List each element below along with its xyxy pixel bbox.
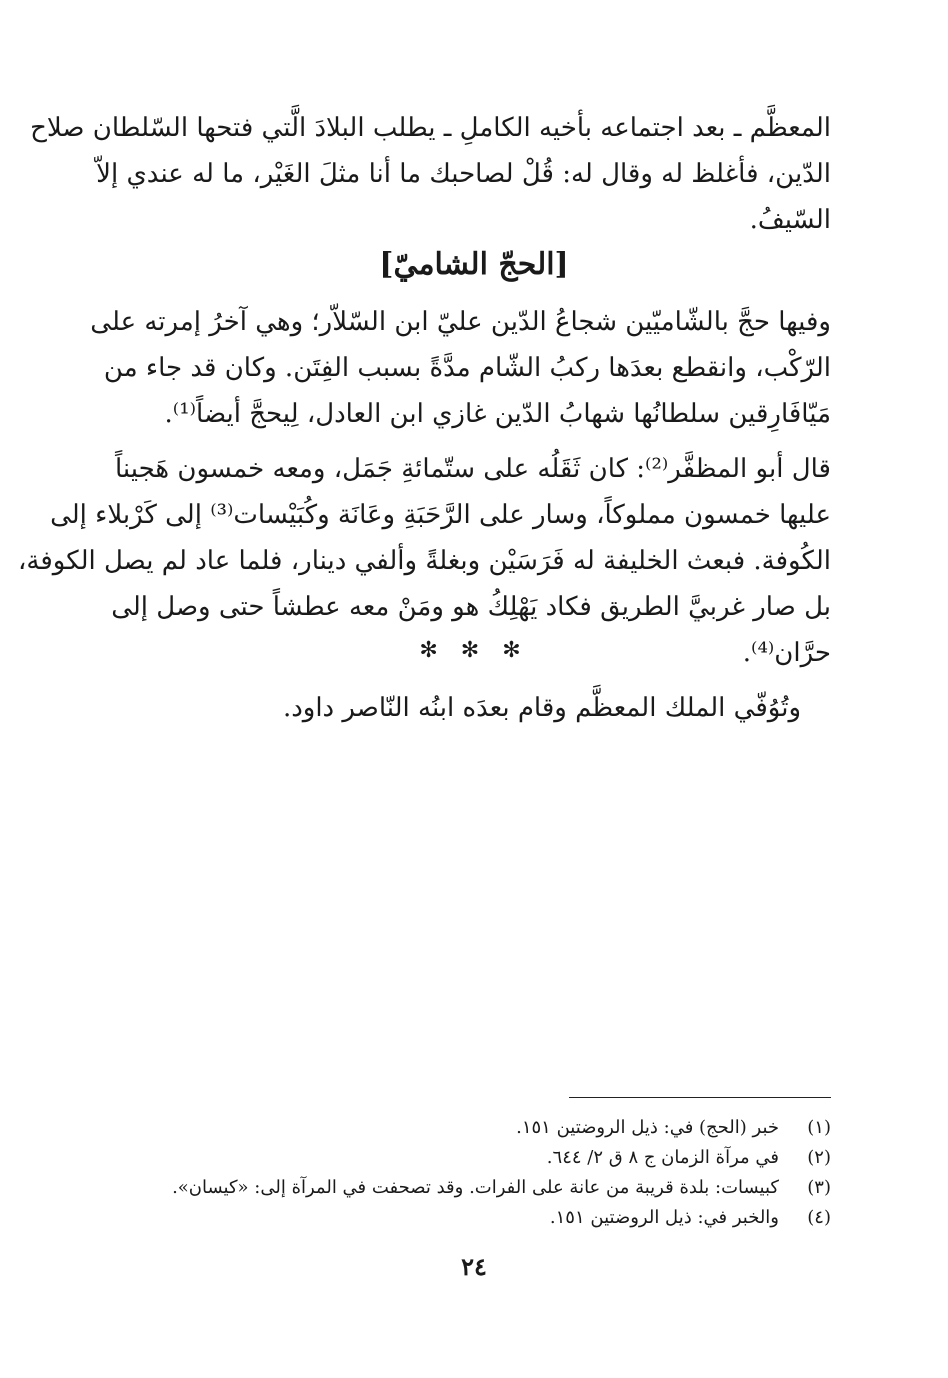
footnote-number: (٢) — [807, 1147, 831, 1168]
footnote — [115, 1203, 831, 1233]
body-line: حرَّان⁽⁴⁾. — [742, 638, 831, 668]
footnote-text: والخبر في: ذيل الروضتين ١٥١. — [549, 1207, 779, 1228]
body-line: الرّكْب، وانقطع بعدَها ركبُ الشّام مدَّةً بسبب الفِتَن. وكان قد جاء من — [103, 353, 831, 383]
asterism-separator: ✻ ✻ ✻ — [419, 638, 529, 663]
footnote-number: (٣) — [807, 1177, 831, 1198]
body-line: السّيفُ. — [749, 205, 831, 235]
body-line: قال أبو المظفَّر⁽²⁾: كان ثَقَلُه على ستّمائةِ جَمَل، ومعه خمسون هَجيناً — [115, 454, 831, 484]
body-line: وتُوُفّي الملك المعظَّم وقام بعدَه ابنُه النّاصر داود. — [282, 693, 801, 723]
body-line: عليها خمسون مملوكاً، وسار على الرَّحَبَةِ وعَانَة وكُبَيْسات⁽³⁾ إلى كَرْبلاء إلى — [50, 500, 831, 530]
body-line: وفيها حجَّ بالشّاميّين شجاعُ الدّين عليّ ابن السّلاّر؛ وهي آخرُ إمرته على — [90, 307, 831, 337]
footnote-text: خبر (الحج) في: ذيل الروضتين ١٥١. — [516, 1117, 779, 1138]
footnote-number: (٤) — [807, 1207, 831, 1228]
body-line: الكُوفة. فبعث الخليفة له فَرَسَيْن وبغلةً وألفي دينار، فلما عاد لم يصل الكوفة، — [18, 546, 831, 576]
page-number: ٢٤ — [461, 1252, 487, 1281]
footnote — [115, 1113, 831, 1143]
footnote-text: كبيسات: بلدة قريبة من عانة على الفرات. وقد تصحفت في المرآة إلى: «كيسان». — [172, 1177, 779, 1198]
body-line: المعظَّم ـ بعد اجتماعه بأخيه الكاملِ ـ يطلب البلادَ الَّتي فتحها السّلطان صلاح — [30, 113, 831, 143]
footnote-number: (١) — [807, 1117, 831, 1138]
footnote — [115, 1173, 831, 1203]
body-line: مَيّافَارِقين سلطانُها شهابُ الدّين غازي ابن العادل، لِيحجَّ أيضاً⁽¹⁾. — [164, 399, 831, 429]
body-line: بل صار غربيَّ الطريق فكاد يَهْلِكُ هو ومَنْ معه عطشاً حتى وصل إلى — [111, 592, 831, 622]
section-heading: [الحجّ الشاميّ] — [379, 247, 569, 282]
footnote-text: في مرآة الزمان ج ٨ ق ٢/ ٦٤٤. — [546, 1147, 779, 1168]
footnote — [115, 1143, 831, 1173]
footnote-divider — [569, 1097, 831, 1098]
body-line: الدّين، فأغلظ له وقال له: قُلْ لصاحبك ما أنا مثلَ الغَيْر، ما له عندي إلاّ — [96, 159, 831, 189]
